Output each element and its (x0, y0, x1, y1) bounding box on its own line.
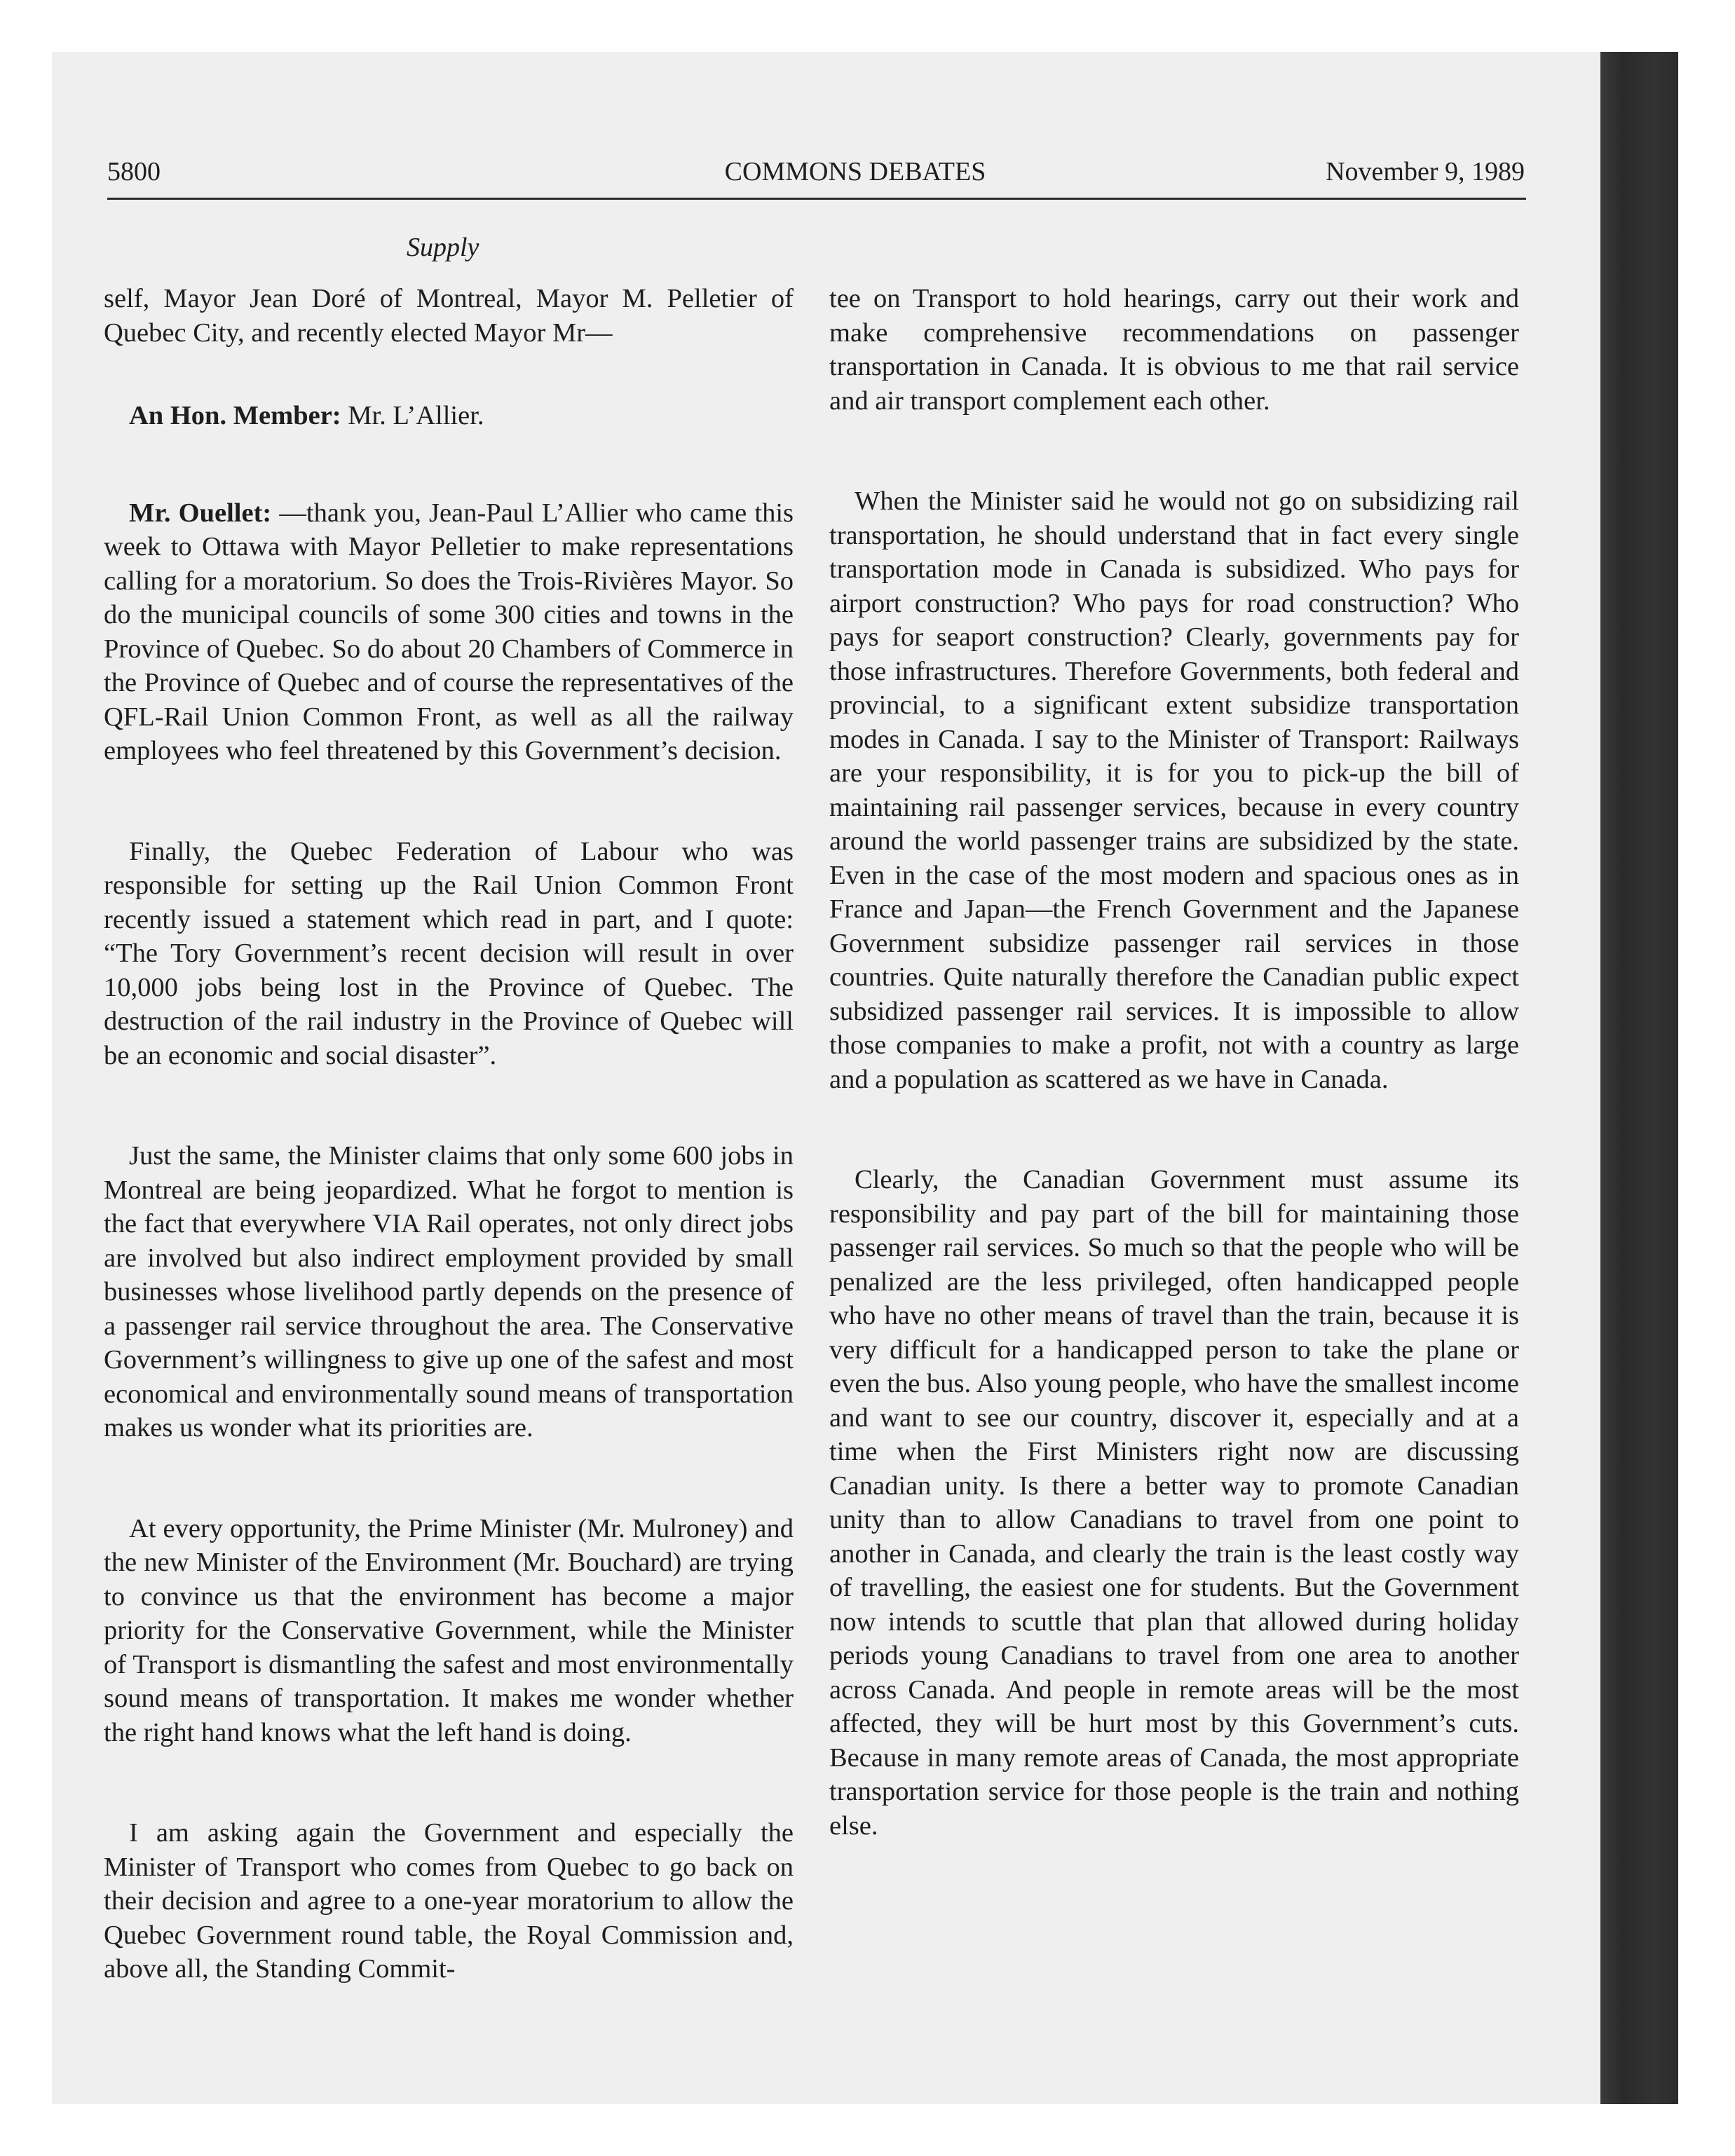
paragraph-text: self, Mayor Jean Doré of Montreal, Mayor M. Pelletier of Quebec City, and recently elected Mayor Mr— (104, 284, 794, 348)
paragraph-text: At every opportunity, the Prime Minister (Mr. Mulroney) and the new Minister of the Environment (Mr. Bouchard) are trying to convince us that the environment has become a major priority for the Conservative Government, while the Minister of Transport is dismantling the safest and most environmentally sound means of transportation. It makes me wonder whether the right hand knows what the left hand is doing. (104, 1513, 794, 1747)
paragraph-text: Just the same, the Minister claims that only some 600 jobs in Montreal are being jeopardized. What he forgot to mention is the fact that everywhere VIA Rail operates, not only direct jobs are involved but also indirect employment provided by small businesses whose livelihood partly depends on the presence of a passenger rail service throughout the area. The Conservative Government’s willingness to give up one of the safest and most economical and environmentally sound means of transportation makes us wonder what its priorities are. (104, 1141, 794, 1442)
paragraph-text: Mr. L’Allier. (348, 401, 484, 430)
paragraph (104, 1512, 794, 1750)
paragraph (104, 1816, 794, 1986)
paragraph-text: tee on Transport to hold hearings, carry out their work and make comprehensive recommendations on passenger transportation in Canada. It is obvious to me that rail service and air transport complement each other. (829, 284, 1519, 416)
page-number: 5800 (107, 157, 161, 186)
paragraph-text: —thank you, Jean-Paul L’Allier who came this week to Ottawa with Mayor Pelletier to make representations calling for a moratorium. So does the Trois-Rivières Mayor. So do the municipal councils of some 300 cities and towns in the Province of Quebec. So do about 20 Chambers of Commerce in the Province of Quebec and of course the representatives of the QFL-Rail Union Common Front, as well as all the railway employees who feel threatened by this Government’s decision. (104, 498, 794, 765)
right-column (829, 282, 1519, 1909)
speaker-label: An Hon. Member: (129, 401, 341, 430)
publication-title: COMMONS DEBATES (724, 157, 986, 186)
paragraph-text: I am asking again the Government and especially the Minister of Transport who comes from Quebec to go back on their decision and agree to a one-year moratorium to allow the Quebec Government round table, the Royal Commission and, above all, the Standing Commit- (104, 1818, 794, 1984)
header-rule (107, 198, 1526, 200)
publication-date: November 9, 1989 (1326, 157, 1525, 186)
paragraph (104, 399, 794, 433)
left-column (104, 282, 794, 2053)
paragraph (104, 835, 794, 1073)
speaker-label: Mr. Ouellet: (129, 498, 272, 528)
paragraph (104, 496, 794, 768)
paragraph-text: Clearly, the Canadian Government must assume its responsibility and pay part of the bill for maintaining those passenger rail services. So much so that the people who will be penalized are the less privileged, often handicapped people who have no other means of travel than the train, because it is very difficult for a handicapped person to take the plane or even the bus. Also young people, who have the smallest income and want to see our country, discover it, especially and at a time when the First Ministers right now are discussing Canadian unity. Is there a better way to promote Canadian unity than to allow Canadians to travel from one point to another in Canada, and clearly the train is the least costly way of travelling, the easiest one for students. But the Government now intends to scuttle that plan that allowed during holiday periods young Canadians to travel from one area to another across Canada. And people in remote areas will be the most affected, they will be hurt most by this Government’s cuts. Because in many remote areas of Canada, the most appropriate transportation service for those people is the train and nothing else. (829, 1165, 1519, 1841)
paragraph (104, 1139, 794, 1445)
scan-dark-edge (1600, 52, 1678, 2104)
section-heading: Supply (407, 233, 479, 262)
paragraph (829, 484, 1519, 1096)
paragraph-text: Finally, the Quebec Federation of Labour who was responsible for setting up the Rail Union Common Front recently issued a statement which read in part, and I quote: “The Tory Government’s recent decision will result in over 10,000 jobs being lost in the Province of Quebec. The destruction of the rail industry in the Province of Quebec will be an economic and social disaster”. (104, 836, 794, 1070)
paragraph (104, 282, 794, 350)
paragraph (829, 1163, 1519, 1843)
paragraph-text: When the Minister said he would not go on subsidizing rail transportation, he should understand that in fact every single transportation mode in Canada is subsidized. Who pays for airport construction? Who pays for road construction? Who pays for seaport construction? Clearly, governments pay for those infrastructures. Therefore Governments, both federal and provincial, to a significant extent subsidize transportation modes in Canada. I say to the Minister of Transport: Railways are your responsibility, it is for you to pick-up the bill of maintaining rail passenger services, because in every country around the world passenger trains are subsidized by the state. Even in the case of the most modern and spacious ones as in France and Japan—the French Government and the Japanese Government subsidize passenger rail services in those countries. Quite naturally therefore the Canadian public expect subsidized passenger rail services. It is impossible to allow those companies to make a profit, not with a country as large and a population as scattered as we have in Canada. (829, 486, 1519, 1094)
paragraph (829, 282, 1519, 418)
